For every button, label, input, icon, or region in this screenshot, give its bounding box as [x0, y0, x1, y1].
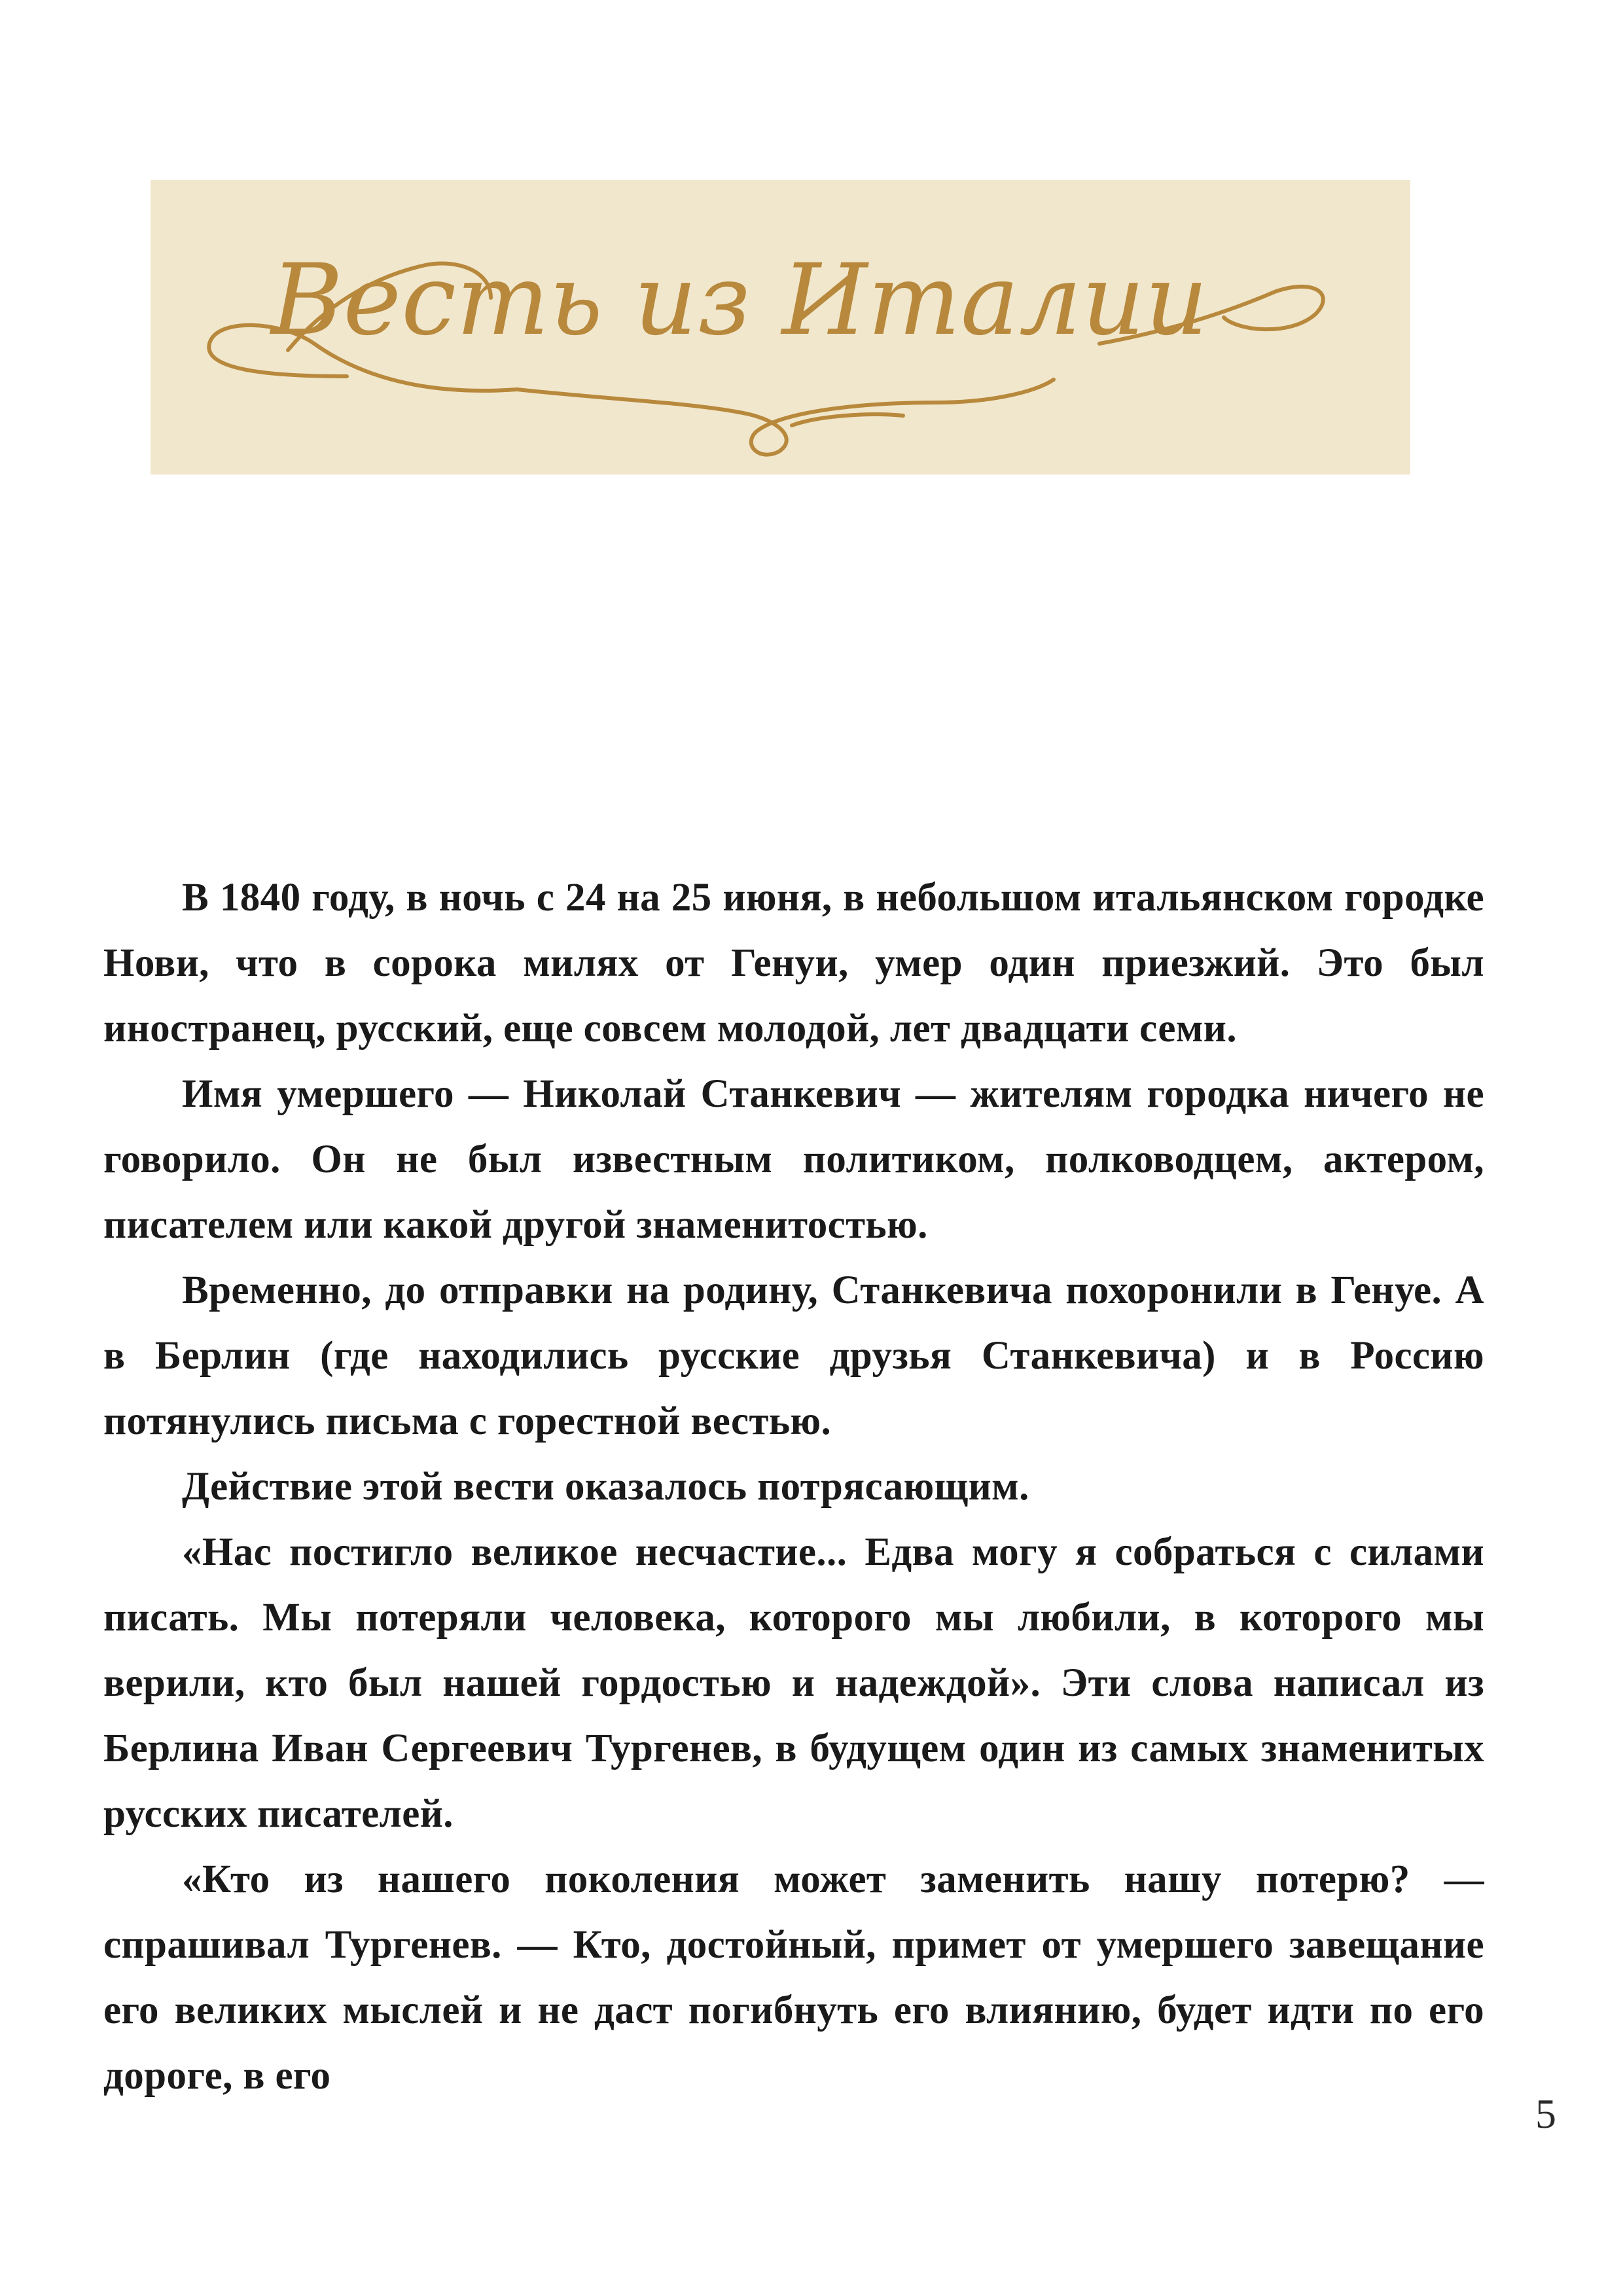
article-body: [103, 865, 1484, 2109]
title-text: Весть из Италии: [271, 243, 1208, 357]
title-banner: [151, 180, 1410, 475]
paragraph: «Кто из нашего поколения может заменить нашу потерю? — спрашивал Тургенев. — Кто, достойный, примет от умершего завещание его великих мыслей и не даст погибнуть его влиянию, будет идти по его дороге, в его: [103, 1857, 1484, 2098]
paragraph: Действие этой вести оказалось потрясающим.: [182, 1465, 1029, 1509]
paragraph: Имя умершего — Николай Станкевич — жителям городка ничего не говорило. Он не был известным политиком, полководцем, актером, писателем или какой другой знаменитостью.: [103, 1072, 1484, 1247]
paragraph: В 1840 году, в ночь с 24 на 25 июня, в небольшом итальянском городке Нови, что в сорока милях от Генуи, умер один приезжий. Это был иностранец, русский, еще совсем молодой, лет двадцати семи.: [103, 876, 1484, 1050]
paragraph: «Нас постигло великое несчастие... Едва могу я собраться с силами писать. Мы потеряли человека, которого мы любили, в которого мы верили, кто был нашей гордостью и надеждой». Эти слова написал из Берлина Иван Сергеевич Тургенев, в будущем один из самых знаменитых русских писателей.: [103, 1530, 1484, 1836]
calligraphic-title-ornament: [151, 180, 1410, 475]
paragraph: Временно, до отправки на родину, Станкевича похоронили в Генуе. А в Берлин (где находились русские друзья Станкевича) и в Россию потянулись письма с горестной вестью.: [103, 1268, 1484, 1443]
page-number: 5: [1535, 2090, 1556, 2137]
